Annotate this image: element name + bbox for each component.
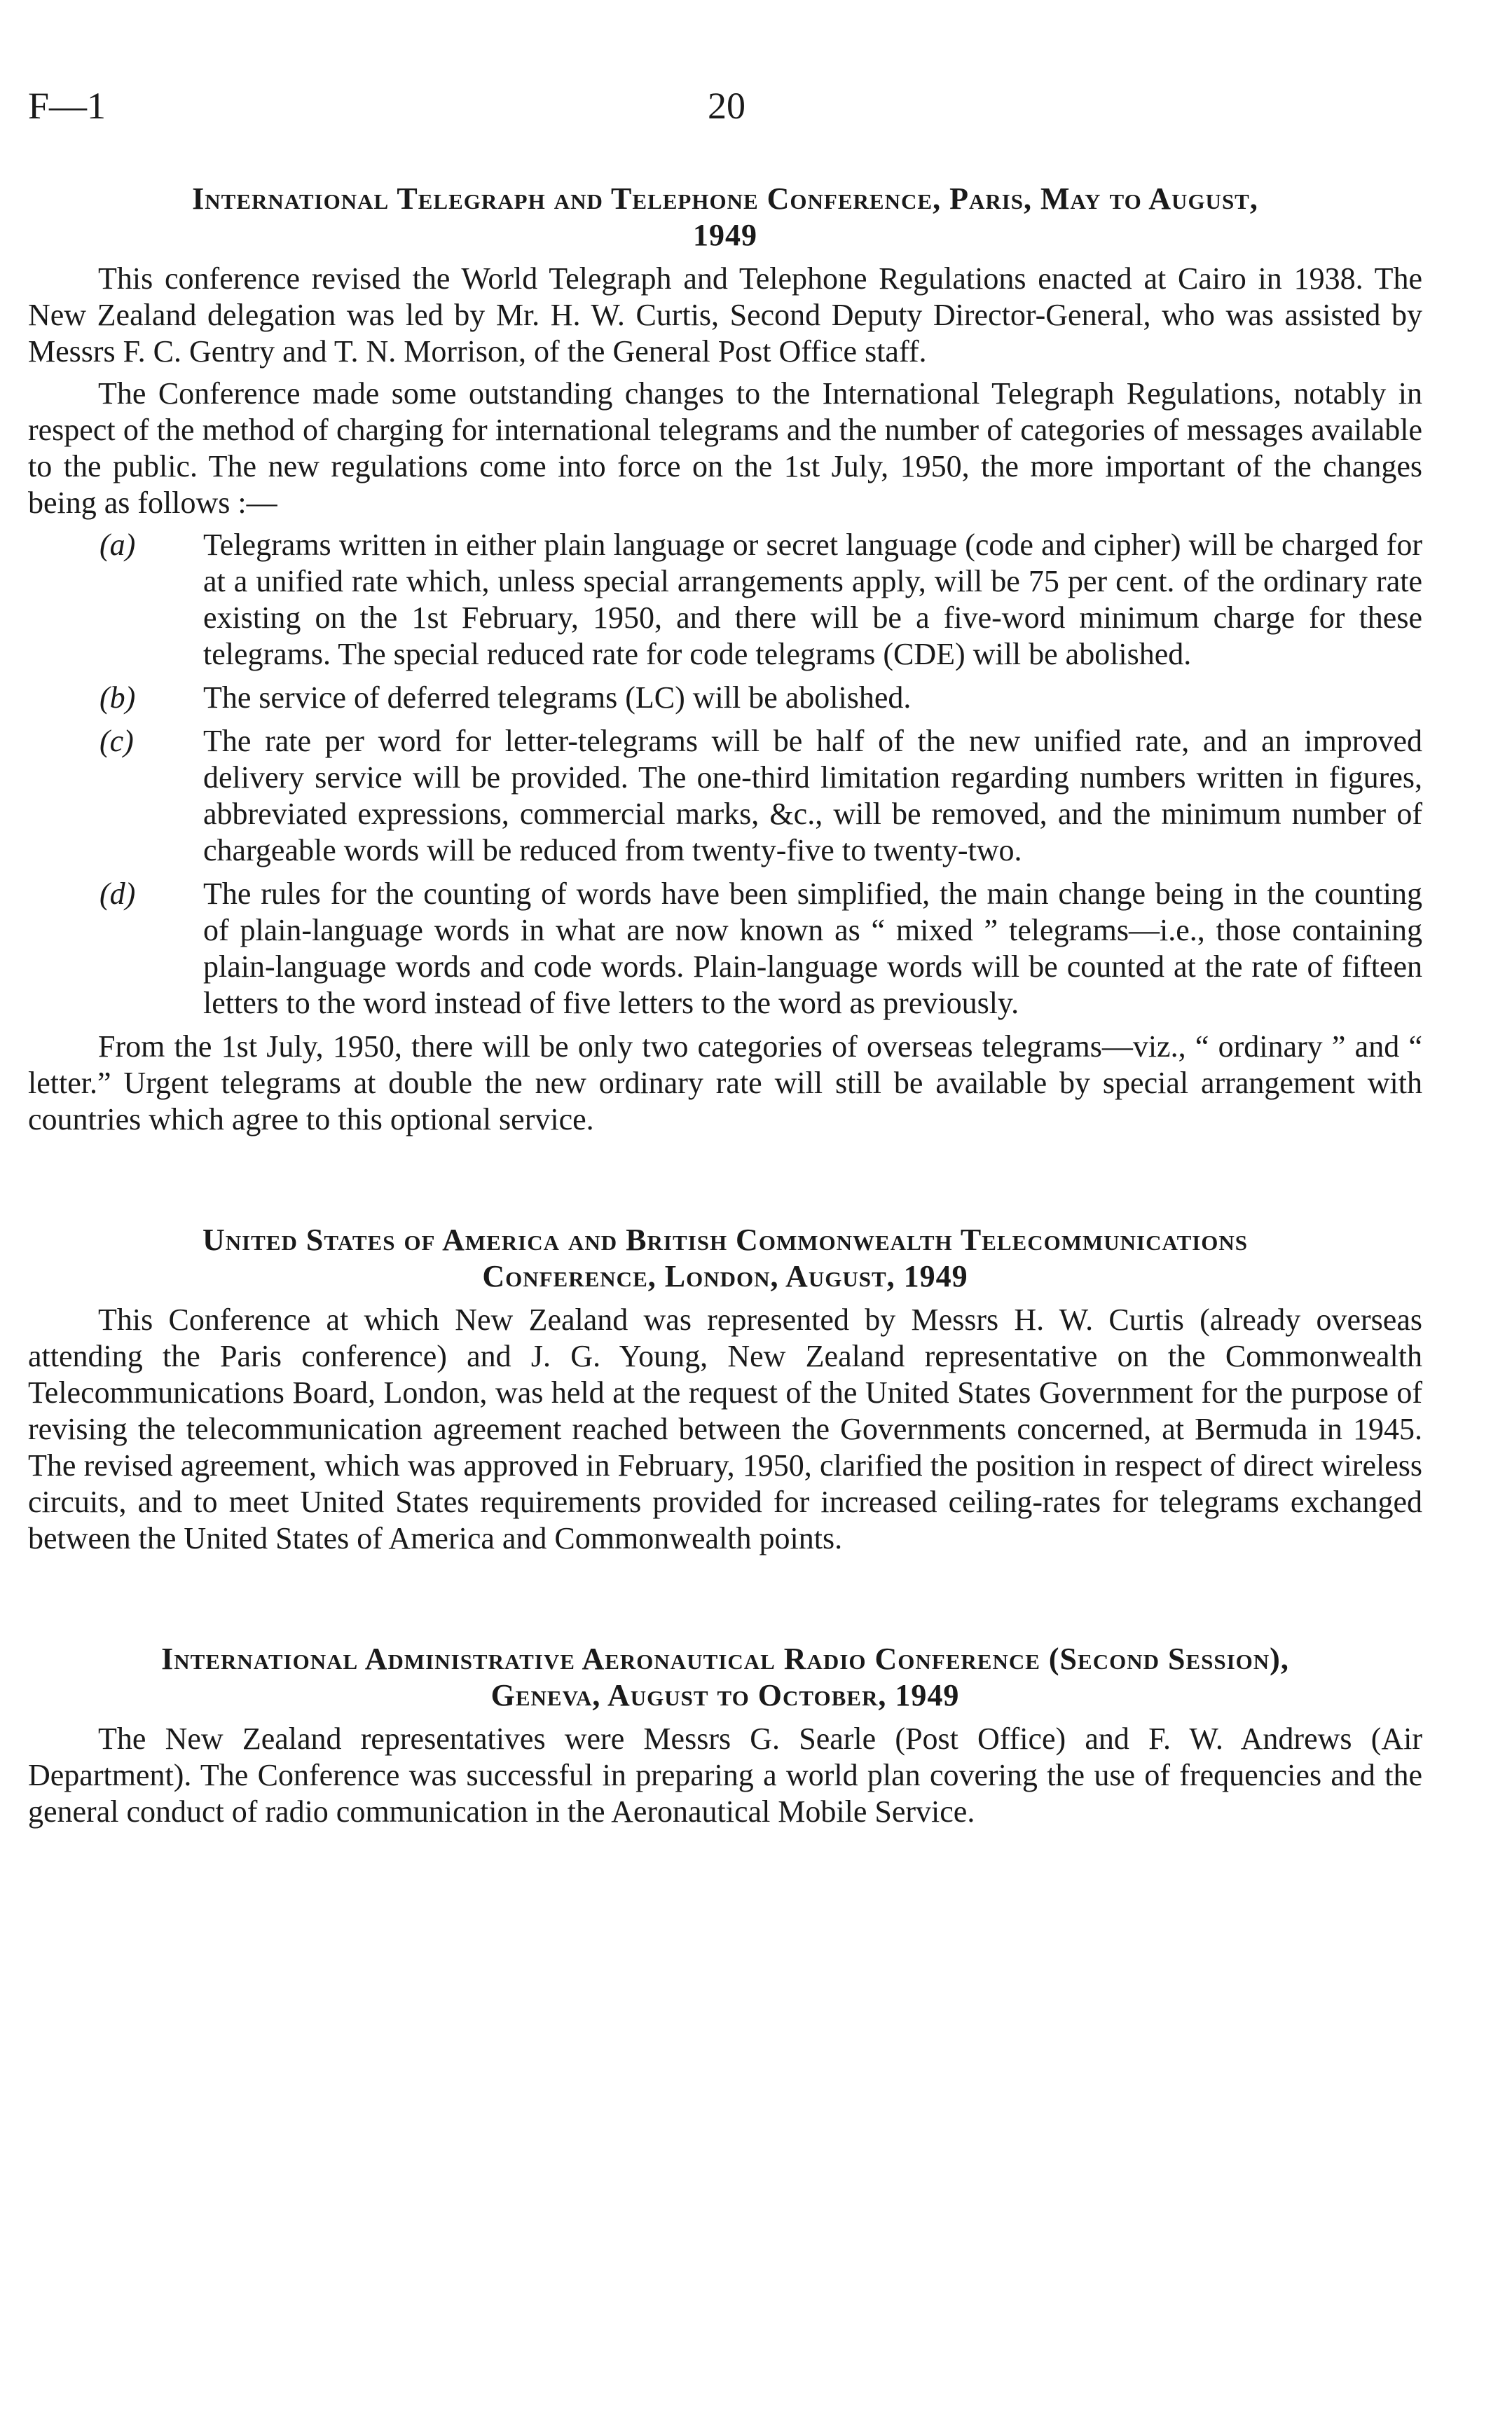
list-marker: (b) [99,680,136,715]
section-heading [28,181,1422,254]
changes-list [28,527,1422,1022]
section-geneva-conference [28,1641,1422,1830]
list-item [28,680,1422,716]
list-item-text: The service of deferred telegrams (LC) will be abolished. [203,680,912,715]
list-marker: (d) [99,877,136,911]
heading-line: Geneva, August to October, 1949 [490,1678,960,1712]
heading-line: Conference, London, August, 1949 [482,1259,968,1293]
heading-line: 1949 [693,218,757,252]
paragraph: This conference revised the World Telegraph and Telephone Regulations enacted at Cairo in 1938. The New Zealand delegation was led by Mr. H. W. Curtis, Second Deputy Director-General, who was assisted by Messrs F. C. Gentry and T. N. Morrison, of the General Post Office staff. [28,261,1422,369]
list-item-text: The rules for the counting of words have been simplified, the main change being in the counting of plain-language words in what are now known as “ mixed ” telegrams—i.e., those containing plain-language words and code words. Plain-language words will be counted at the rate of fifteen letters to the word instead of five letters to the word as previously. [203,877,1422,1020]
document-reference: F—1 [28,85,106,127]
list-marker: (c) [99,724,134,758]
paragraph: From the 1st July, 1950, there will be only two categories of overseas telegrams—viz., “ ordinary ” and “ letter.” Urgent telegrams at double the new ordinary rate will still be available by special arrangement with countries which agree to this optional service. [28,1029,1422,1136]
paragraph: The New Zealand representatives were Messrs G. Searle (Post Office) and F. W. Andrews (Air Department). The Conference was successful in preparing a world plan covering the use of frequencies and the general conduct of radio communication in the Aeronautical Mobile Service. [28,1722,1422,1829]
list-marker: (a) [99,528,136,562]
page-number: 20 [708,85,745,127]
list-item [28,876,1422,1022]
section-london-conference [28,1222,1422,1557]
list-item [28,723,1422,869]
paragraph: This Conference at which New Zealand was represented by Messrs H. W. Curtis (already overseas attending the Paris conference) and J. G. Young, New Zealand representative on the Commonwealth Telecommunications Board, London, was held at the request of the United States Government for the purpose of revising the telecommunication agreement reached between the Governments concerned, at Bermuda in 1945. The revised agreement, which was approved in February, 1950, clarified the position in respect of direct wireless circuits, and to meet United States requirements provided for increased ceiling-rates for telegrams exchanged between the United States of America and Commonwealth points. [28,1303,1422,1555]
section-heading [28,1222,1422,1295]
document-page [28,0,1422,2418]
heading-line: International Telegraph and Telephone Conference, Paris, May to August, [192,181,1258,216]
list-item [28,527,1422,673]
section-paris-conference [28,181,1422,1138]
heading-line: International Administrative Aeronautical Radio Conference (Second Session), [161,1642,1289,1676]
running-head [28,84,1422,140]
list-item-text: The rate per word for letter-telegrams will be half of the new unified rate, and an improved delivery service will be provided. The one-third limitation regarding numbers written in figures, abbreviated expressions, commercial marks, &c., will be removed, and the minimum number of chargeable words will be reduced from twenty-five to twenty-two. [203,724,1422,867]
section-heading [28,1641,1422,1714]
list-item-text: Telegrams written in either plain language or secret language (code and cipher) will be charged for at a unified rate which, unless special arrangements apply, will be 75 per cent. of the ordinary rate existing on the 1st February, 1950, and there will be a five-word minimum charge for these telegrams. The special reduced rate for code telegrams (CDE) will be abolished. [203,528,1422,671]
body-text [28,181,1422,1830]
paragraph: The Conference made some outstanding changes to the International Telegraph Regulations, notably in respect of the method of charging for international telegrams and the number of categories of messages available to the public. The new regulations come into force on the 1st July, 1950, the more important of the changes being as follows :— [28,376,1422,520]
heading-line: United States of America and British Commonwealth Telecommunications [202,1223,1249,1257]
